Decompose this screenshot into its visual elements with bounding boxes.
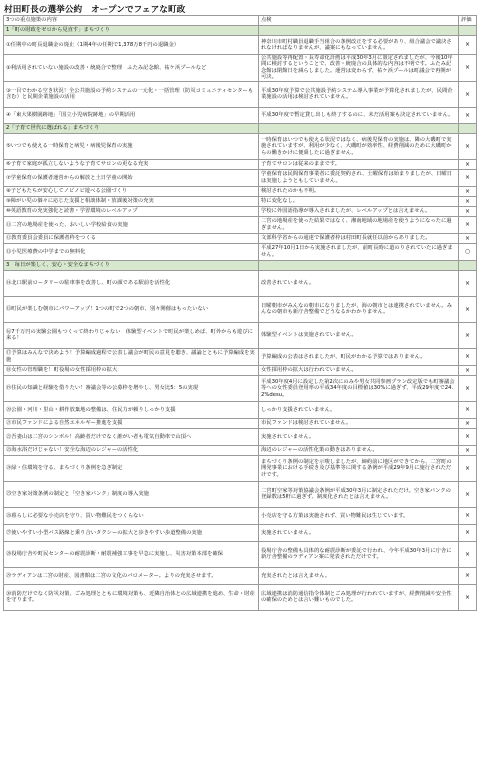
table-row [4, 322, 477, 348]
table-row [4, 428, 477, 445]
rating-cell: × [459, 233, 477, 243]
pledge-cell: ㉒吾妻山は二宮のシンボル！高齢者だけでなく誰がい者も電気自動車で山頂へ [4, 428, 259, 445]
pledge-cell: ⑤いつでも使える一時保育と病児・病後児保育の実施 [4, 133, 259, 159]
pledge-cell: ⑨障がい児の個々に応じた支援と相談体制・放課後対策の充実 [4, 196, 259, 206]
table-row [4, 216, 477, 233]
table-row [4, 196, 477, 206]
table-row [4, 348, 477, 365]
check-cell: 海辺のレジャーの活性化策の動きはありません。 [259, 445, 459, 455]
check-cell: 体験型イベントは実施されていません。 [259, 322, 459, 348]
table-row [4, 375, 477, 401]
rating-cell [459, 260, 477, 270]
rating-cell: × [459, 270, 477, 296]
table-row [4, 36, 477, 55]
section-header-row [4, 260, 477, 270]
pledge-cell: ⑬小児医療費の中学までの無料化 [4, 243, 259, 260]
table-row [4, 365, 477, 375]
pledge-cell: ⑧子どもたちが安心してノビノビ遊べる公園づくり [4, 186, 259, 196]
header-check: 点検 [259, 16, 459, 26]
table-header-row [4, 16, 477, 26]
pledge-cell: ㉘役場庁舎や町民センターの耐震診断・耐震補強工事を早急に実施し、災害対策本部を確保 [4, 541, 259, 567]
check-cell: 学童保育は民間保育事業者に委託契約され、土曜保育は始まりましたが、日曜日は実施しようともしていません。 [259, 169, 459, 186]
pledge-cell: ⑭北口駅前ロータリーの駐車事を改善し、町の顔である駅前を活性化 [4, 270, 259, 296]
rating-cell: × [459, 481, 477, 507]
rating-cell: × [459, 524, 477, 541]
pledge-cell: ⑥子育て家庭が孤立しないような子育てサロンの更なる充実 [4, 159, 259, 169]
pledge-cell: ⑩英語教育の充実強化と読書・学習環境のレベルアップ [4, 206, 259, 216]
check-cell: 実施されていません。 [259, 428, 459, 445]
check-cell: 二宮の地場産を使った結果ではなく、湘南地域の地場産を使うようになったに過ぎません。 [259, 216, 459, 233]
check-cell: 特に変化なし。 [259, 196, 459, 206]
section-header-row [4, 123, 477, 133]
table-row [4, 233, 477, 243]
table-row [4, 270, 477, 296]
section-header-row [4, 26, 477, 36]
pledge-cell: ②利活用されていない施設の改善・統廃合で整理 ふたみ記念館、祐ケ浜プールなど [4, 55, 259, 82]
header-pledge-content: 3つの重点施策の内容 [4, 16, 259, 26]
table-row [4, 296, 477, 322]
pledge-cell: ⑪二宮の地場産を使った、おいしい学校給食の実施 [4, 216, 259, 233]
check-cell: 神奈川市町村職員退職手当組合の条例改正をする必要があり、組合議会で議決されなければなりませんが、議案にもなっていません。 [259, 36, 459, 55]
rating-cell: × [459, 133, 477, 159]
check-cell [259, 123, 459, 133]
table-row [4, 206, 477, 216]
pledge-cell: ㉑市民ファンドによる自然エネルギー推進を支援 [4, 418, 259, 428]
rating-cell: × [459, 507, 477, 524]
table-row [4, 481, 477, 507]
check-cell: 改善されていません。 [259, 270, 459, 296]
rating-cell: × [459, 541, 477, 567]
pledge-cell: ㉖暮らしに必要な小売店を守り、買い物難民をつくらない [4, 507, 259, 524]
section-title: 2「子育て世代に選ばれる」まちづくり [4, 123, 259, 133]
check-cell: 学校に外国語指導が導入されましたが、レベルアップとは言えません。 [259, 206, 459, 216]
table-row [4, 541, 477, 567]
rating-cell: × [459, 401, 477, 418]
check-cell: 予算編成の公表はされましたが、町民がわかる予算ではありません。 [259, 348, 459, 365]
check-cell [259, 260, 459, 270]
pledge-cell: ㉓海水浴だけじゃない！安全な海辺のレジャーの活性化 [4, 445, 259, 455]
rating-cell: × [459, 169, 477, 186]
rating-cell: × [459, 365, 477, 375]
check-cell: 小売店を守る方策は実施されず、買い物難民は生じています。 [259, 507, 459, 524]
check-cell: 実施されていません。 [259, 524, 459, 541]
check-cell: 文部科学省からの通達で保護者枠は村田町長就任以前からありました。 [259, 233, 459, 243]
check-cell: 平成30年度4月に設定した第2次にのみや男女共同参画プラン改定版でも町審議会等への女性委員登用率の平成34年度の目標値は30%に過ぎず、平成29年度で24.2%desu。 [259, 375, 459, 401]
pledge-review-table [3, 15, 477, 611]
check-cell: 子育てサロンは従来のままです。 [259, 159, 459, 169]
rating-cell: × [459, 348, 477, 365]
table-row [4, 455, 477, 481]
section-title: 3 毎日が楽しく、安心・安全なまちづくり [4, 260, 259, 270]
rating-cell: × [459, 107, 477, 123]
pledge-cell: ⑦学童保育の保護者運営からの解放と土日学童の開始 [4, 169, 259, 186]
check-cell: しっかり支援されていません。 [259, 401, 459, 418]
table-row [4, 418, 477, 428]
table-row [4, 567, 477, 584]
rating-cell: × [459, 216, 477, 233]
check-cell: 検討されたのかも不明。 [259, 186, 459, 196]
rating-cell: × [459, 159, 477, 169]
check-cell: 役場庁舎の整備も具体的な耐震診断が委託で行われ、今年平成30年3月に庁舎に新庁舎整備のラディアン案に発表されただけです。 [259, 541, 459, 567]
table-row [4, 55, 477, 82]
table-row [4, 584, 477, 610]
rating-cell: × [459, 567, 477, 584]
rating-cell: × [459, 206, 477, 216]
rating-cell [459, 123, 477, 133]
rating-cell: × [459, 428, 477, 445]
check-cell: 平成30年度予算で公共施設予約システム導入事業が予算化されましたが、民間企業施設の活用は検討されていません。 [259, 81, 459, 107]
check-cell: 平成27年10月1日から実施されましたが、前町長時に道のりされていたに過ぎません。 [259, 243, 459, 260]
rating-cell: × [459, 375, 477, 401]
pledge-cell: ⑮町民が楽しむ朝市にパワーアップ！1つの町で2つの朝市、別々開催はもったいない [4, 296, 259, 322]
table-row [4, 524, 477, 541]
pledge-cell: ①任期中の町長退職金の廃止（1期4年の任期で1,378万8千円の退職金） [4, 36, 259, 55]
table-row [4, 507, 477, 524]
table-row [4, 401, 477, 418]
table-row [4, 159, 477, 169]
check-cell: まちづくり条例の制定を示唆しましたが、締約前に地区ができてから、二宮町の開発事業における手続き及び基準等に関する条例が平成29年9月に施行されただけです。 [259, 455, 459, 481]
rating-cell [459, 26, 477, 36]
rating-cell: × [459, 322, 477, 348]
pledge-cell: ⑳公園・河川・里山・耕作放棄地の整備は、住民力が頼りしっかり支援 [4, 401, 259, 418]
rating-cell: ○ [459, 243, 477, 260]
rating-cell: × [459, 418, 477, 428]
section-title: 1「町の財政をゼロから見直す」まちづくり [4, 26, 259, 36]
check-cell: 日曜朝市がみんなの朝市になりましたが、海の朝市とは連携されていません。みんなの朝市も新庁舎整備でどうなるかわかりません。 [259, 296, 459, 322]
table-row [4, 133, 477, 159]
header-rating: 評価 [459, 16, 477, 26]
rating-cell: × [459, 584, 477, 610]
check-cell: 一時保育はいつでも使える状況ではなく、病後児保育の実施は、隣の大磯町で実施されていますが、利用が少なく、大磯町が効率性、経費削減のために大磯町からの働きかけに便乗したに過ぎません。 [259, 133, 459, 159]
table-row [4, 243, 477, 260]
table-row [4, 107, 477, 123]
check-cell: 市民ファンドは検討されていません。 [259, 418, 459, 428]
rating-cell: × [459, 36, 477, 55]
check-cell: 公共施設等再配置・長寿命化計画は平成30年3月に策定されましたが、今後10年間に検討するということで、改善・統廃合の具体的な内容は不明です。ふたみ記念館は閉館日を減らしました。運営は変わらず、祐ケ浜プールは町議会で再開が可決。 [259, 55, 459, 82]
pledge-cell: ⑰予算はみんなで決めよう！予算編成過程で公表し議会が町民の意見を聴き、議論とともに予算編成を実施 [4, 348, 259, 365]
rating-cell: × [459, 81, 477, 107]
pledge-cell: ③一目でわかる空き状況！全公共施設の予約システムの一元化・一括管理（防災コミュニティセンターも含む）と民間企業施設の活用 [4, 81, 259, 107]
pledge-cell: ㉚消防だけでなく防災対策、ごみ処理とともに環境対策も、近隣自治体との広域連携を進め、生命・財産を守ります。 [4, 584, 259, 610]
pledge-cell: ⑱女性の管理職を！町役場の女性採用枠の拡大 [4, 365, 259, 375]
pledge-cell: ㉕空き家対策条例の制定と「空き家バンク」制度の導入実施 [4, 481, 259, 507]
rating-cell: × [459, 186, 477, 196]
check-cell: 充実されたとは言えません。 [259, 567, 459, 584]
pledge-cell: ㉔緑・住環境を守る、まちづくり条例を急ぎ制定 [4, 455, 259, 481]
table-row [4, 445, 477, 455]
pledge-cell: ④「東大果樹園跡地」「国立小児病院跡地」の早期活用 [4, 107, 259, 123]
page-title: 村田町長の選挙公約 オープンでフェアな町政 [4, 5, 186, 15]
check-cell: 広域連携は消防通信指令体制とごみ処理が行われていますが、経費削減や安全性の確保のためとは言い難いものでした。 [259, 584, 459, 610]
rating-cell: × [459, 455, 477, 481]
pledge-cell: ⑫教育委員会委員に保護者枠をつくる [4, 233, 259, 243]
rating-cell: × [459, 55, 477, 82]
check-cell: 平成30年度で暫定貸し出しも終了するのに、未だ活用案も決定されていません。 [259, 107, 459, 123]
rating-cell: × [459, 196, 477, 206]
pledge-cell: ⑲住民の知識と経験を借りたい！審議会等の公募枠を増やし、男女比5：5の実現 [4, 375, 259, 401]
pledge-cell: ㉙ラディアンは二宮の財産、図書館は二宮の文化のバロメーター。よりの充実させます。 [4, 567, 259, 584]
check-cell: 女性採用枠の拡大は行われていません。 [259, 365, 459, 375]
check-cell [259, 26, 459, 36]
check-cell: 二宮町空家等対策協議会条例が平成30年3月に制定されただけ。空き家バンクの登録数は5軒に過ぎず、制度化されたとは言えません。 [259, 481, 459, 507]
rating-cell: × [459, 445, 477, 455]
pledge-cell: ㉗使いやすい小型バス路線と乗り合いタクシーの拡大と歩きやすい歩道整備の実施 [4, 524, 259, 541]
table-row [4, 169, 477, 186]
pledge-cell: ⑯7千万円の実験公園もつくって終わりじゃない 体験型イベントで町民が楽しめば、町外からも遊びに来る！ [4, 322, 259, 348]
table-row [4, 186, 477, 196]
rating-cell: × [459, 296, 477, 322]
table-row [4, 81, 477, 107]
